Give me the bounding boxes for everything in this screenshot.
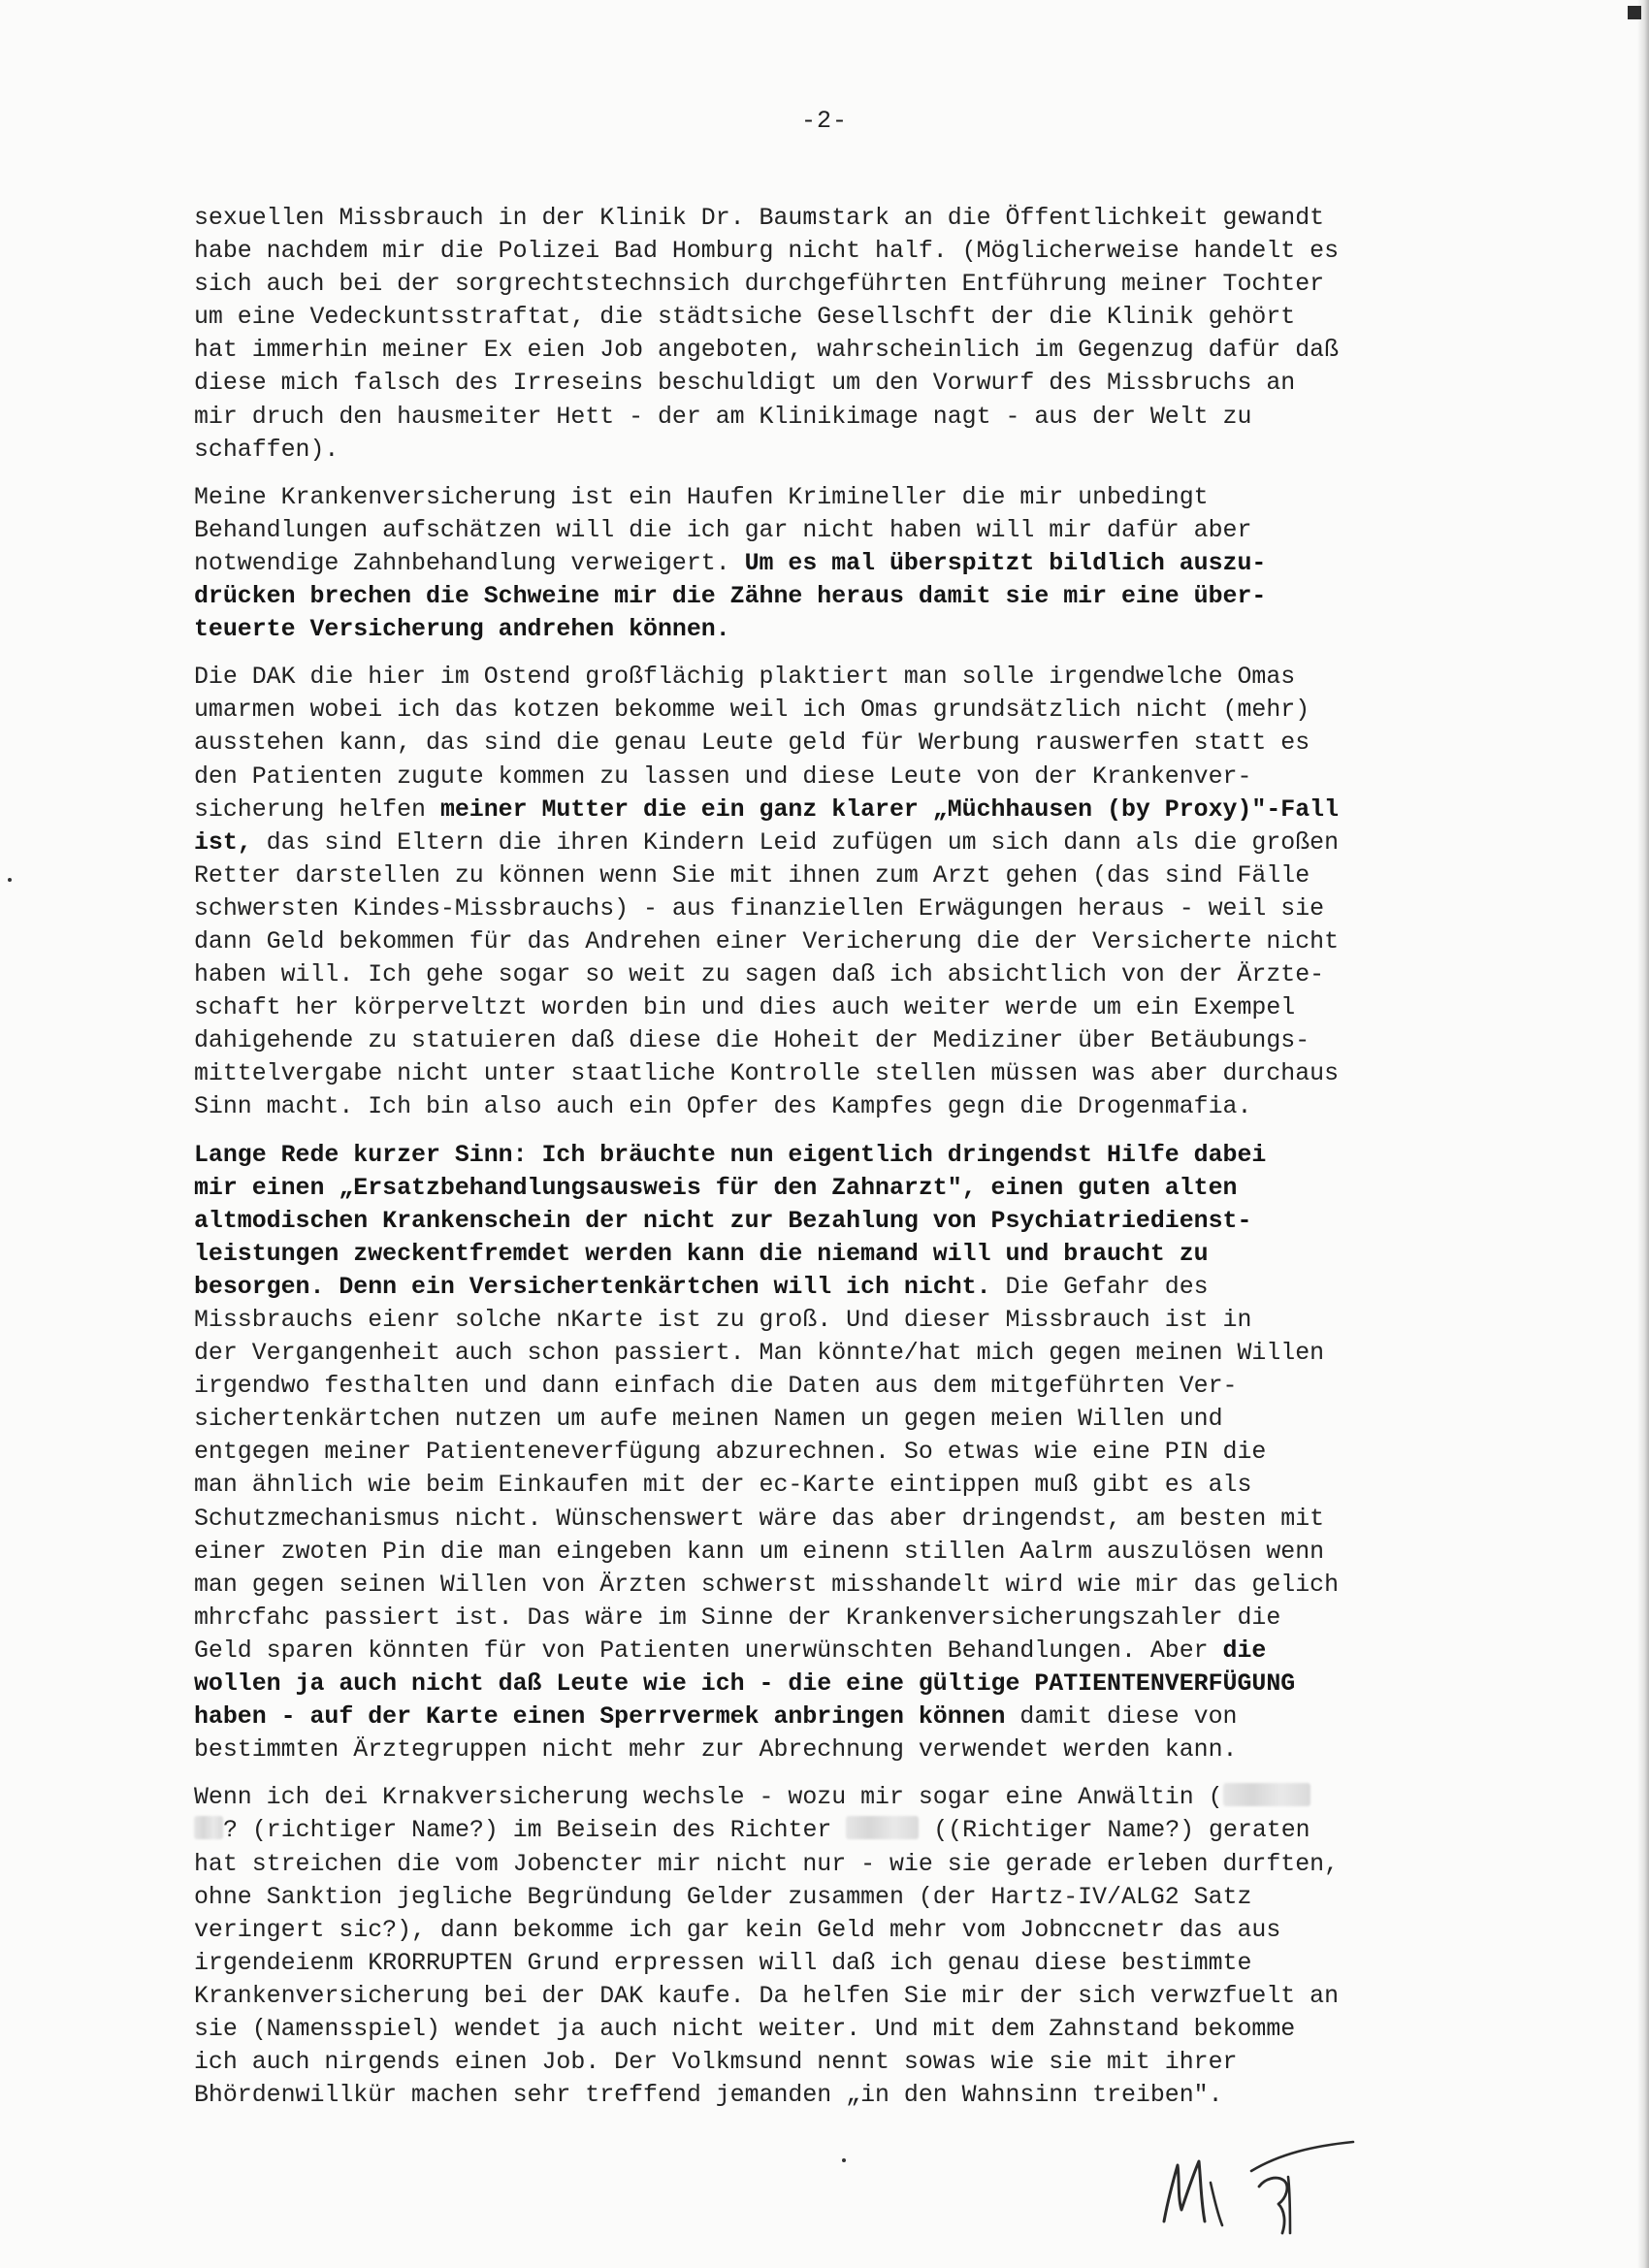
text-run: ? (richtiger Name?) im Beisein des Richter <box>223 1817 847 1845</box>
text-run: mhrcfahc passiert ist. Das wäre im Sinne der Krankenversicherungszahler die <box>194 1604 1281 1632</box>
scan-edge-shadow <box>1637 0 1649 2268</box>
text-line <box>194 268 1455 301</box>
text-line <box>194 794 1455 826</box>
text-run: hat immerhin meiner Ex eien Job angeboten, wahrscheinlich im Gegenzug dafür daß <box>194 337 1340 365</box>
text-line <box>194 1370 1455 1403</box>
bold-text: meiner Mutter die ein ganz klarer „Müchhausen (by Proxy)"-Fall <box>439 795 1340 824</box>
text-run: Krankenversicherung bei der DAK kaufe. Da helfen Sie mir der sich verwzfuelt an <box>194 1982 1340 2010</box>
text-line <box>194 202 1455 235</box>
stray-mark <box>842 2158 846 2162</box>
text-line <box>194 826 1455 859</box>
text-line <box>194 1139 1455 1172</box>
text-line <box>194 1814 1455 1847</box>
text-line <box>194 661 1455 694</box>
text-line <box>194 1057 1455 1090</box>
page-number: -2- <box>800 107 848 135</box>
text-line <box>194 1172 1455 1205</box>
text-run: sexuellen Missbrauch in der Klinik Dr. Baumstark an die Öffentlichkeit gewandt <box>194 205 1325 232</box>
text-line <box>194 958 1455 991</box>
text-line <box>194 1947 1455 1980</box>
text-line <box>194 925 1455 958</box>
text-line <box>194 1569 1455 1602</box>
text-run: ((Richtiger Name?) geraten <box>919 1817 1310 1845</box>
text-run: Missbrauchs eienr solche nKarte ist zu groß. Und dieser Missbrauch ist in <box>194 1307 1252 1334</box>
scan-corner-mark <box>1628 6 1641 19</box>
paragraph <box>194 661 1455 1123</box>
text-line <box>194 1602 1455 1635</box>
text-line <box>194 892 1455 925</box>
text-run: dann Geld bekommen für das Andrehen einer Vericherung die der Versicherte nicht <box>194 927 1340 956</box>
text-line <box>194 2013 1455 2046</box>
text-run: ausstehen kann, das sind die genau Leute geld für Werbung rauswerfen statt es <box>194 729 1310 758</box>
bold-text: die <box>1222 1636 1267 1665</box>
text-line <box>194 859 1455 892</box>
text-line <box>194 580 1455 613</box>
bold-text: besorgen. Denn ein Versichertenkärtchen will ich nicht. <box>194 1273 991 1301</box>
text-run: sie (Namensspiel) wendet ja auch nicht weiter. Und mit dem Zahnstand bekomme <box>194 2015 1296 2043</box>
text-line <box>194 547 1455 580</box>
bold-text: haben - auf der Karte einen Sperrvermek anbringen können <box>194 1703 1006 1732</box>
text-line <box>194 1469 1455 1502</box>
text-line <box>194 727 1455 760</box>
text-line <box>194 1914 1455 1947</box>
text-run: einer zwoten Pin die man eingeben kann um einenn stillen Aalrm auszulösen wenn <box>194 1538 1325 1566</box>
bold-text: altmodischen Krankenschein der nicht zur Bezahlung von Psychiatriedienst- <box>194 1207 1252 1235</box>
handwritten-signature <box>1145 2132 1368 2239</box>
text-line <box>194 1733 1455 1766</box>
text-run: veringert sic?), dann bekomme ich gar kein Geld mehr vom Jobnccnetr das aus <box>194 1916 1281 1944</box>
text-run: man ähnlich wie beim Einkaufen mit der ec-Karte eintippen muß gibt es als <box>194 1472 1252 1500</box>
text-line <box>194 1238 1455 1271</box>
text-run: umarmen wobei ich das kotzen bekomme weil ich Omas grundsätzlich nicht (mehr) <box>194 697 1310 725</box>
text-line <box>194 334 1455 367</box>
paragraph <box>194 1139 1455 1767</box>
text-run: Schutzmechanismus nicht. Wünschenswert wäre das aber dringendst, am besten mit <box>194 1505 1325 1533</box>
bold-text: drücken brechen die Schweine mir die Zähne heraus damit sie mir eine über- <box>194 583 1267 611</box>
text-line <box>194 514 1455 547</box>
text-run: man gegen seinen Willen von Ärzten schwerst misshandelt wird wie mir das gelich <box>194 1571 1340 1599</box>
text-run: irgendwo festhalten und dann einfach die Daten aus dem mitgeführten Ver- <box>194 1373 1238 1401</box>
text-line <box>194 367 1455 400</box>
text-run: sichertenkärtchen nutzen um aufe meinen Namen un gegen meien Willen und <box>194 1406 1223 1434</box>
bold-text: Lange Rede kurzer Sinn: Ich bräuchte nun eigentlich dringendst Hilfe dabei <box>194 1141 1267 1169</box>
text-run: schwersten Kindes-Missbrauchs) - aus finanziellen Erwägungen heraus - weil sie <box>194 894 1325 923</box>
text-run: das sind Eltern die ihren Kindern Leid zufügen um sich dann als die großen <box>251 828 1340 857</box>
text-line <box>194 694 1455 727</box>
bold-text: teuerte Versicherung andrehen können. <box>194 616 730 644</box>
text-line <box>194 1205 1455 1238</box>
text-line <box>194 2046 1455 2079</box>
text-line <box>194 1090 1455 1123</box>
text-run: Behandlungen aufschätzen will die ich gar nicht haben will mir dafür aber <box>194 516 1252 544</box>
text-run: sicherung helfen <box>194 795 440 824</box>
text-run: um eine Vedeckuntsstraftat, die städtsiche Gesellschft der die Klinik gehört <box>194 304 1296 332</box>
text-line <box>194 1881 1455 1914</box>
paragraph <box>194 202 1455 467</box>
text-run: ohne Sanktion jegliche Begründung Gelder zusammen (der Hartz-IV/ALG2 Satz <box>194 1883 1252 1911</box>
stray-mark <box>8 878 12 882</box>
text-line <box>194 1271 1455 1304</box>
text-line <box>194 761 1455 794</box>
text-run: mir druch den hausmeiter Hett - der am Klinikimage nagt - aus der Welt zu <box>194 403 1252 431</box>
paragraph <box>194 1781 1455 2112</box>
redacted-name <box>1223 1783 1310 1806</box>
text-line <box>194 1781 1455 1814</box>
text-line <box>194 2079 1455 2112</box>
text-run: sich auch bei der sorgrechtstechnsich durchgeführten Entführung meiner Tochter <box>194 271 1325 299</box>
text-line <box>194 481 1455 514</box>
text-run: Die DAK die hier im Ostend großflächig plaktiert man solle irgendwelche Omas <box>194 664 1296 692</box>
text-run: schaffen). <box>194 436 340 464</box>
text-line <box>194 1403 1455 1436</box>
text-run: bestimmten Ärztegruppen nicht mehr zur Abrechnung verwendet werden kann. <box>194 1736 1238 1765</box>
text-run: ich auch nirgends einen Job. Der Volkmsund nennt sowas wie sie mit ihrer <box>194 2049 1238 2077</box>
text-run: dahigehende zu statuieren daß diese die Hoheit der Mediziner über Betäubungs- <box>194 1027 1310 1055</box>
text-run: habe nachdem mir die Polizei Bad Homburg nicht half. (Möglicherweise handelt es <box>194 238 1340 266</box>
text-line <box>194 434 1455 467</box>
text-run: mittelvergabe nicht unter staatliche Kontrolle stellen müssen was aber durchaus <box>194 1060 1340 1088</box>
text-run: irgendeienm KRORRUPTEN Grund erpressen will daß ich genau diese bestimmte <box>194 1949 1252 1977</box>
bold-text: Um es mal überspitzt bildlich auszu- <box>744 549 1267 577</box>
bold-text: mir einen „Ersatzbehandlungsausweis für den Zahnarzt", einen guten alten <box>194 1174 1238 1202</box>
text-run: Meine Krankenversicherung ist ein Haufen Krimineller die mir unbedingt <box>194 483 1209 511</box>
text-run: Sinn macht. Ich bin also auch ein Opfer des Kampfes gegn die Drogenmafia. <box>194 1093 1252 1121</box>
text-run: notwendige Zahnbehandlung verweigert. <box>194 549 745 577</box>
text-line <box>194 1635 1455 1668</box>
text-line <box>194 613 1455 646</box>
text-line <box>194 1701 1455 1733</box>
text-run: Bhördenwillkür machen sehr treffend jemanden „in den Wahnsinn treiben". <box>194 2082 1223 2110</box>
text-line <box>194 1848 1455 1881</box>
paragraph <box>194 481 1455 646</box>
text-line <box>194 1536 1455 1569</box>
text-line <box>194 1436 1455 1469</box>
text-run: entgegen meiner Patienteneverfügung abzurechnen. So etwas wie eine PIN die <box>194 1439 1267 1467</box>
text-line <box>194 1503 1455 1536</box>
text-run: Wenn ich dei Krnakversicherung wechsle - wozu mir sogar eine Anwältin ( <box>194 1784 1223 1812</box>
text-line <box>194 301 1455 334</box>
text-run: hat streichen die vom Jobencter mir nicht nur - wie sie gerade erleben durften, <box>194 1850 1340 1878</box>
text-run: schaft her körperveltzt worden bin und dies auch weiter werde um ein Exempel <box>194 994 1296 1022</box>
bold-text: leistungen zweckentfremdet werden kann die niemand will und braucht zu <box>194 1240 1209 1268</box>
text-run: damit diese von <box>1005 1703 1238 1732</box>
text-run: der Vergangenheit auch schon passiert. Man könnte/hat mich gegen meinen Willen <box>194 1340 1325 1368</box>
text-run: diese mich falsch des Irreseins beschuldigt um den Vorwurf des Missbruchs an <box>194 370 1296 398</box>
text-line <box>194 401 1455 434</box>
redacted-name <box>846 1816 919 1839</box>
text-run: den Patienten zugute kommen zu lassen und diese Leute von der Krankenver- <box>194 762 1252 791</box>
text-run: Retter darstellen zu können wenn Sie mit ihnen zum Arzt gehen (das sind Fälle <box>194 861 1310 890</box>
letter-body <box>194 202 1455 2126</box>
text-run: Die Gefahr des <box>990 1273 1209 1301</box>
text-line <box>194 1980 1455 2013</box>
text-line <box>194 1668 1455 1701</box>
text-run: Geld sparen könnten für von Patienten unerwünschten Behandlungen. Aber <box>194 1636 1223 1665</box>
redacted-name <box>194 1816 223 1839</box>
text-line <box>194 1337 1455 1370</box>
text-line <box>194 1304 1455 1337</box>
text-line <box>194 991 1455 1024</box>
bold-text: wollen ja auch nicht daß Leute wie ich - die eine gültige PATIENTENVERFÜGUNG <box>194 1670 1296 1699</box>
text-line <box>194 1024 1455 1057</box>
text-run: haben will. Ich gehe sogar so weit zu sagen daß ich absichtlich von der Ärzte- <box>194 961 1325 989</box>
bold-text: ist, <box>194 828 252 857</box>
text-line <box>194 235 1455 268</box>
